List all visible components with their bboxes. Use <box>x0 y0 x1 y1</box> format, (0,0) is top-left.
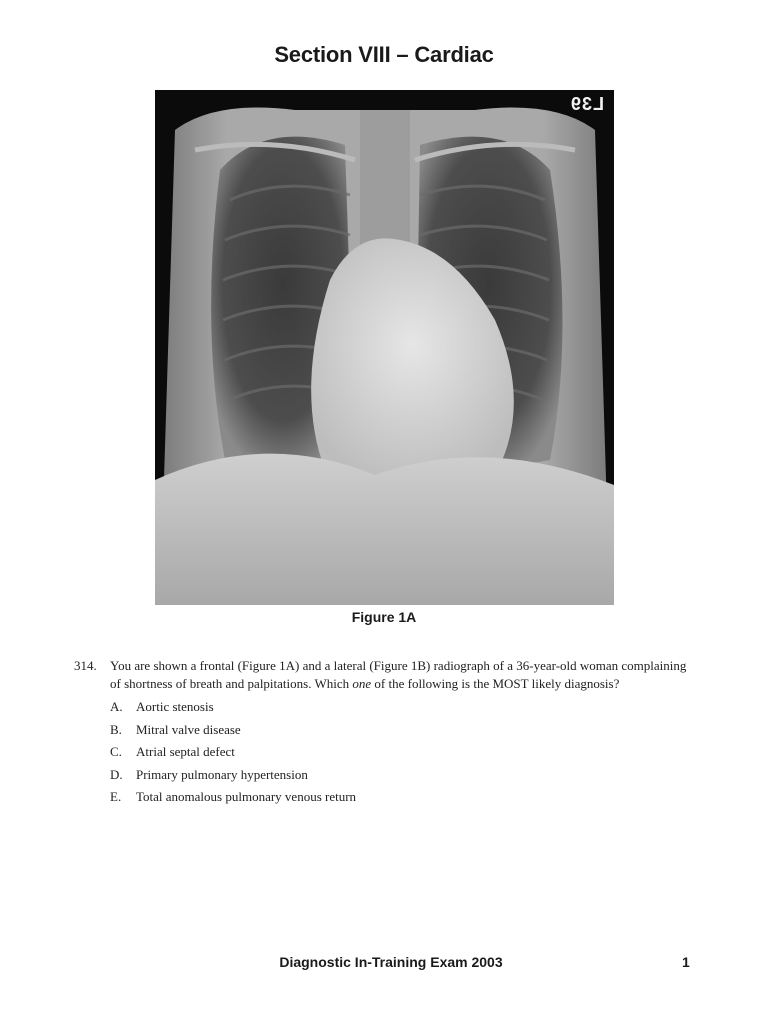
footer-title: Diagnostic In-Training Exam 2003 <box>279 954 503 970</box>
option-letter: B. <box>110 721 122 737</box>
question-stem <box>110 657 694 693</box>
option-letter: E. <box>110 789 122 804</box>
question-314 <box>74 657 694 811</box>
answer-option-b <box>110 721 694 744</box>
option-text: Atrial septal defect <box>136 744 235 759</box>
chest-radiograph-image <box>155 90 614 605</box>
answer-option-a <box>110 698 694 721</box>
option-letter: C. <box>110 744 122 759</box>
section-title: Section VIII – Cardiac <box>274 42 494 67</box>
radiograph-marker: L39 <box>569 94 604 114</box>
question-stem-part: You are shown a frontal (Figure 1A) and a lateral (Figure 1B) radiograph of a 36-year-old woman complaining of shortness of breath and palpitations. Which <box>110 658 687 691</box>
page-number: 1 <box>682 954 690 970</box>
question-stem-emphasis: one <box>352 676 372 691</box>
answer-option-d <box>110 766 694 789</box>
option-text: Aortic stenosis <box>136 699 214 714</box>
option-letter: A. <box>110 699 123 714</box>
option-text: Mitral valve disease <box>136 721 241 737</box>
figure-caption: Figure 1A <box>351 609 417 625</box>
option-letter: D. <box>110 766 123 782</box>
answer-option-c <box>110 743 694 766</box>
radiograph-drawing <box>155 90 614 605</box>
question-stem-part: of the following is the MOST likely diagnosis? <box>371 676 620 691</box>
question-number: 314. <box>74 658 97 673</box>
answer-option-e <box>110 788 694 811</box>
option-text: Total anomalous pulmonary venous return <box>136 789 357 804</box>
option-text: Primary pulmonary hypertension <box>136 766 308 782</box>
answer-options <box>110 698 694 811</box>
